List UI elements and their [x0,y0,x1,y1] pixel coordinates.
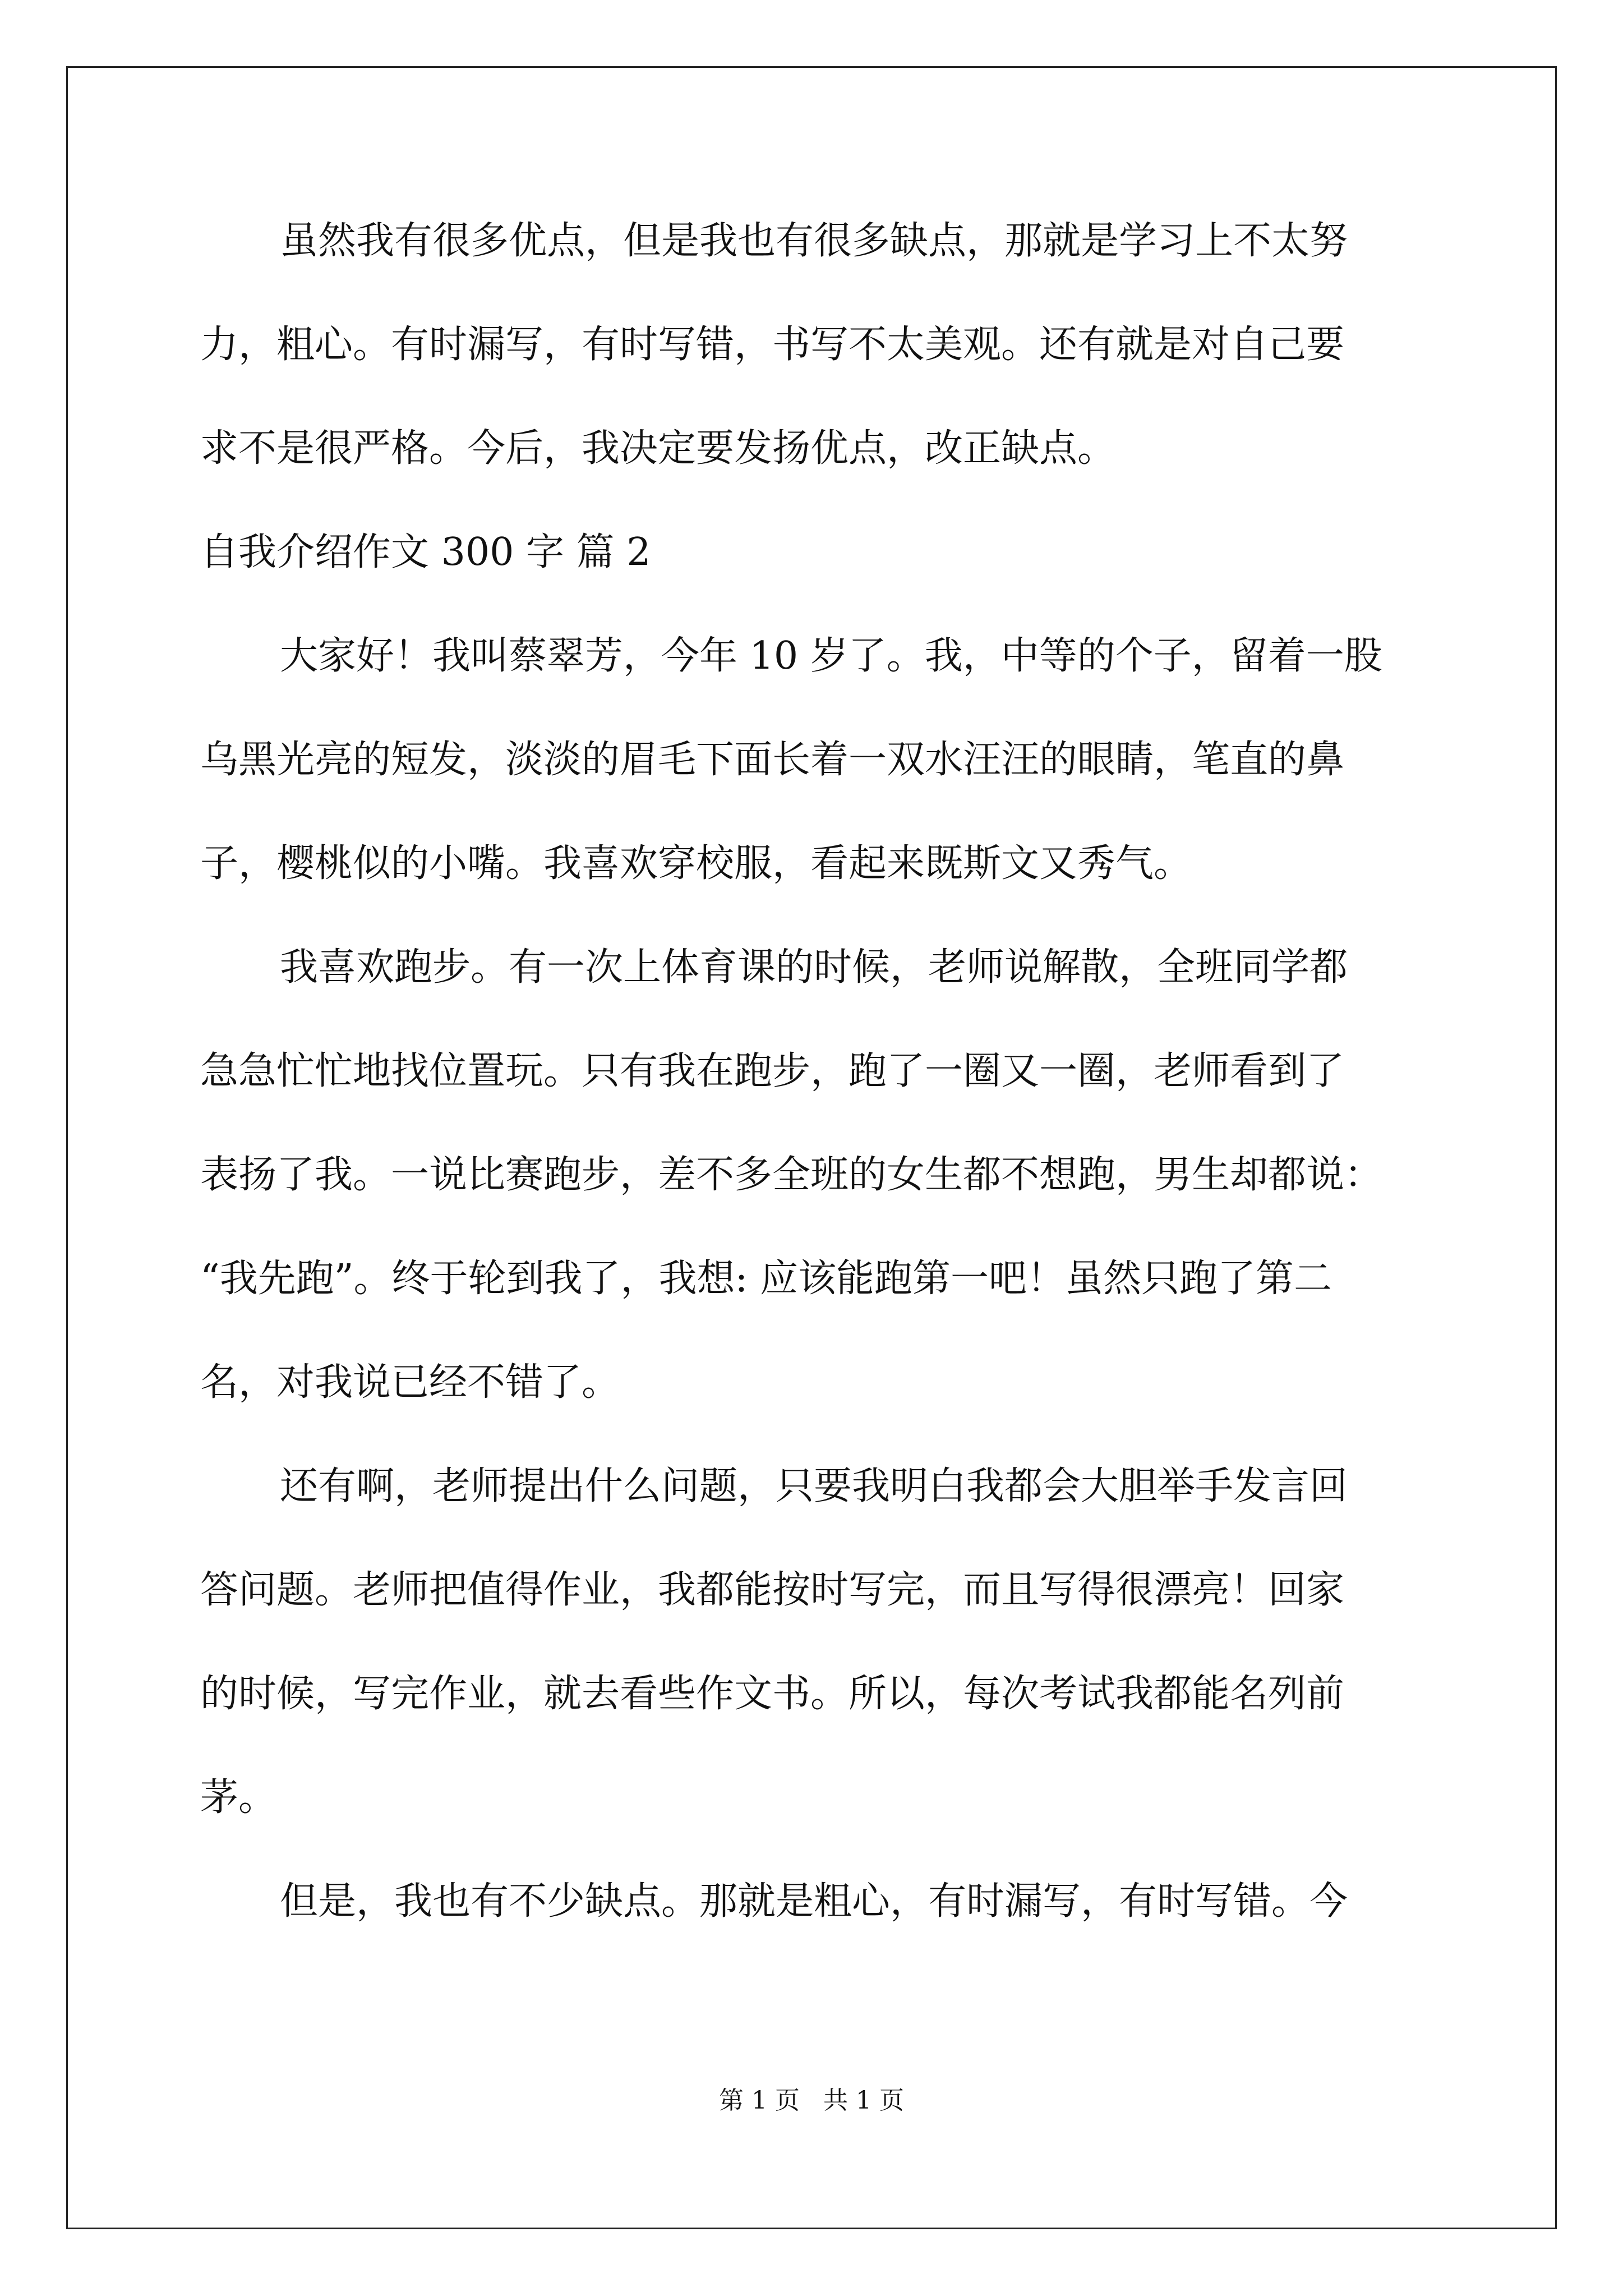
paragraph-line: 的时候，写完作业，就去看些作文书。所以，每次考试我都能名列前 [200,1672,1345,1716]
paragraph-line: 急急忙忙地找位置玩。只有我在跑步，跑了一圈又一圈，老师看到了 [200,1049,1345,1093]
page-number: 第 1 页 共 1 页 [719,2086,904,2115]
paragraph-line: 虽然我有很多优点，但是我也有很多缺点，那就是学习上不太努 [280,219,1348,263]
paragraph-line: 茅。 [200,1775,277,1820]
section-heading: 自我介绍作文 300 字 篇 2 [200,530,651,574]
paragraph-line: 求不是很严格。今后，我决定要发扬优点，改正缺点。 [200,426,1116,471]
paragraph-line: “我先跑”。终于轮到我了，我想: 应该能跑第一吧！虽然只跑了第二 [200,1257,1332,1301]
paragraph-line: 大家好！我叫蔡翠芳，今年 10 岁了。我，中等的个子，留着一股 [280,634,1382,678]
paragraph-line: 我喜欢跑步。有一次上体育课的时候，老师说解散，全班同学都 [280,945,1348,990]
paragraph-line: 还有啊，老师提出什么问题，只要我明白我都会大胆举手发言回 [280,1464,1348,1508]
paragraph-line: 但是，我也有不少缺点。那就是粗心，有时漏写，有时写错。今 [280,1879,1348,1924]
paragraph-line: 力，粗心。有时漏写，有时写错，书写不太美观。还有就是对自己要 [200,323,1345,367]
paragraph-line: 名，对我说已经不错了。 [200,1360,620,1405]
paragraph-line: 表扬了我。一说比赛跑步，差不多全班的女生都不想跑，男生却都说： [200,1153,1383,1197]
paragraph-line: 乌黑光亮的短发，淡淡的眉毛下面长着一双水汪汪的眼睛，笔直的鼻 [200,738,1345,782]
paragraph-line: 子，樱桃似的小嘴。我喜欢穿校服，看起来既斯文又秀气。 [200,841,1192,886]
paragraph-line: 答问题。老师把值得作业，我都能按时写完，而且写得很漂亮！回家 [200,1568,1345,1612]
